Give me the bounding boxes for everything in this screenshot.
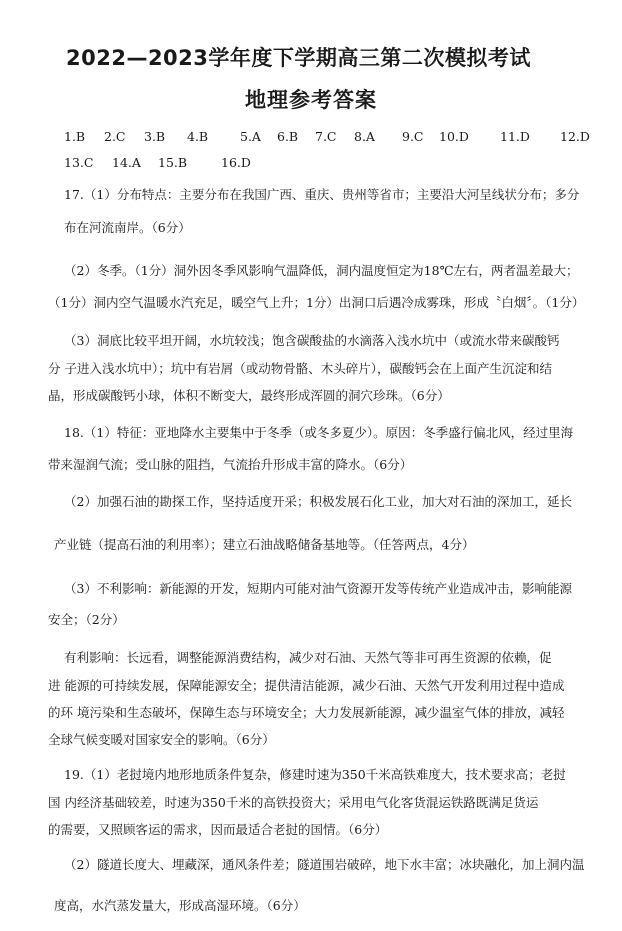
choice-answer: 9.C bbox=[402, 129, 424, 144]
choice-answer: 4.B bbox=[187, 129, 209, 144]
answer-line: （2）加强石油的勘探工作，坚持适度开采；积极发展石化工业，加大对石油的深加工，延长 bbox=[64, 494, 572, 509]
answer-line: 18.（1）特征：亚地降水主要集中于冬季（或冬多夏少）。原因：冬季盛行偏北风，经过里海 bbox=[64, 425, 574, 440]
answer-line: 17.（1）分布特点：主要分布在我国广西、重庆、贵州等省市；主要沿大河呈线状分布；多分 bbox=[64, 187, 580, 202]
choice-answer: 10.D bbox=[439, 129, 469, 144]
answer-line: （3）不利影响：新能源的开发，短期内可能对油气资源开发等传统产业造成冲击，影响能源 bbox=[64, 581, 572, 596]
answer-line: 国 内经济基础较差，时速为350千米的高铁投资大；采用电气化客货混运铁路既满足货运 bbox=[48, 795, 539, 810]
choice-answer: 5.A bbox=[240, 129, 261, 144]
choice-answer: 11.D bbox=[500, 129, 530, 144]
answer-line: 全球气候变暖对国家安全的影响。（6分） bbox=[48, 732, 275, 747]
choice-answer: 16.D bbox=[221, 155, 251, 170]
answer-key-title: 地理参考答案 bbox=[245, 88, 377, 112]
choice-answer: 3.B bbox=[144, 129, 166, 144]
answer-line: 的需要，又照顾客运的需求，因而最适合老挝的国情。（6分） bbox=[48, 822, 388, 837]
answer-line: 安全；（2分） bbox=[48, 612, 125, 627]
answer-line: 产业链（提高石油的利用率）；建立石油战略储备基地等。（任答两点，4分） bbox=[54, 537, 475, 552]
answer-line: 的环 境污染和生态破坏，保障生态与环境安全；大力发展新能源，减少温室气体的排放，减轻 bbox=[48, 705, 565, 720]
answer-line: 带来湿润气流；受山脉的阻挡，气流抬升形成丰富的降水。（6分） bbox=[48, 457, 413, 472]
answer-line: （3）洞底比较平坦开阔，水坑较浅；饱含碳酸盐的水滴落入浅水坑中（或流水带来碳酸钙 bbox=[64, 333, 560, 348]
choice-answer: 13.C bbox=[64, 155, 94, 170]
answer-line: 分 子进入浅水坑中）；坑中有岩屑（或动物骨骼、木头碎片），碳酸钙会在上面产生沉淀和结 bbox=[48, 361, 552, 376]
choice-answer: 14.A bbox=[112, 155, 141, 170]
choice-answer: 8.A bbox=[354, 129, 375, 144]
choice-answer: 12.D bbox=[560, 129, 590, 144]
choice-answer: 7.C bbox=[315, 129, 337, 144]
answer-line: （1分）洞内空气温暖水汽充足，暖空气上升；1分）出洞口后遇冷成雾珠，形成〝白烟〞。（1分） bbox=[48, 295, 585, 310]
answer-line: （2）隧道长度大、埋藏深，通风条件差；隧道围岩破碎，地下水丰富；冰块融化，加上洞内温 bbox=[64, 857, 585, 872]
answer-line: 晶，形成碳酸钙小球，体积不断变大，最终形成浑圆的洞穴珍珠。（6分） bbox=[48, 388, 450, 403]
answer-line: 进 能源的可持续发展，保障能源安全；提供清洁能源，减少石油、天然气开发利用过程中造成 bbox=[48, 678, 565, 693]
answer-line: （2）冬季。（1分）洞外因冬季风影响气温降低，洞内温度恒定为18℃左右，两者温差最大； bbox=[64, 263, 579, 278]
exam-title: 2022—2023学年度下学期高三第二次模拟考试 bbox=[66, 46, 531, 70]
answer-line: 19.（1）老挝境内地形地质条件复杂，修建时速为350千米高铁难度大，技术要求高；老挝 bbox=[64, 767, 566, 782]
choice-answer: 2.C bbox=[104, 129, 126, 144]
answer-line: 度高，水汽蒸发量大，形成高湿环境。（6分） bbox=[54, 898, 306, 913]
choice-answer: 6.B bbox=[277, 129, 299, 144]
answer-line: 有利影响：长远看，调整能源消费结构，减少对石油、天然气等非可再生资源的依赖，促 bbox=[64, 650, 552, 665]
choice-answer: 15.B bbox=[158, 155, 188, 170]
choice-answer: 1.B bbox=[64, 129, 86, 144]
answer-line: 布在河流南岸。（6分） bbox=[64, 220, 191, 235]
